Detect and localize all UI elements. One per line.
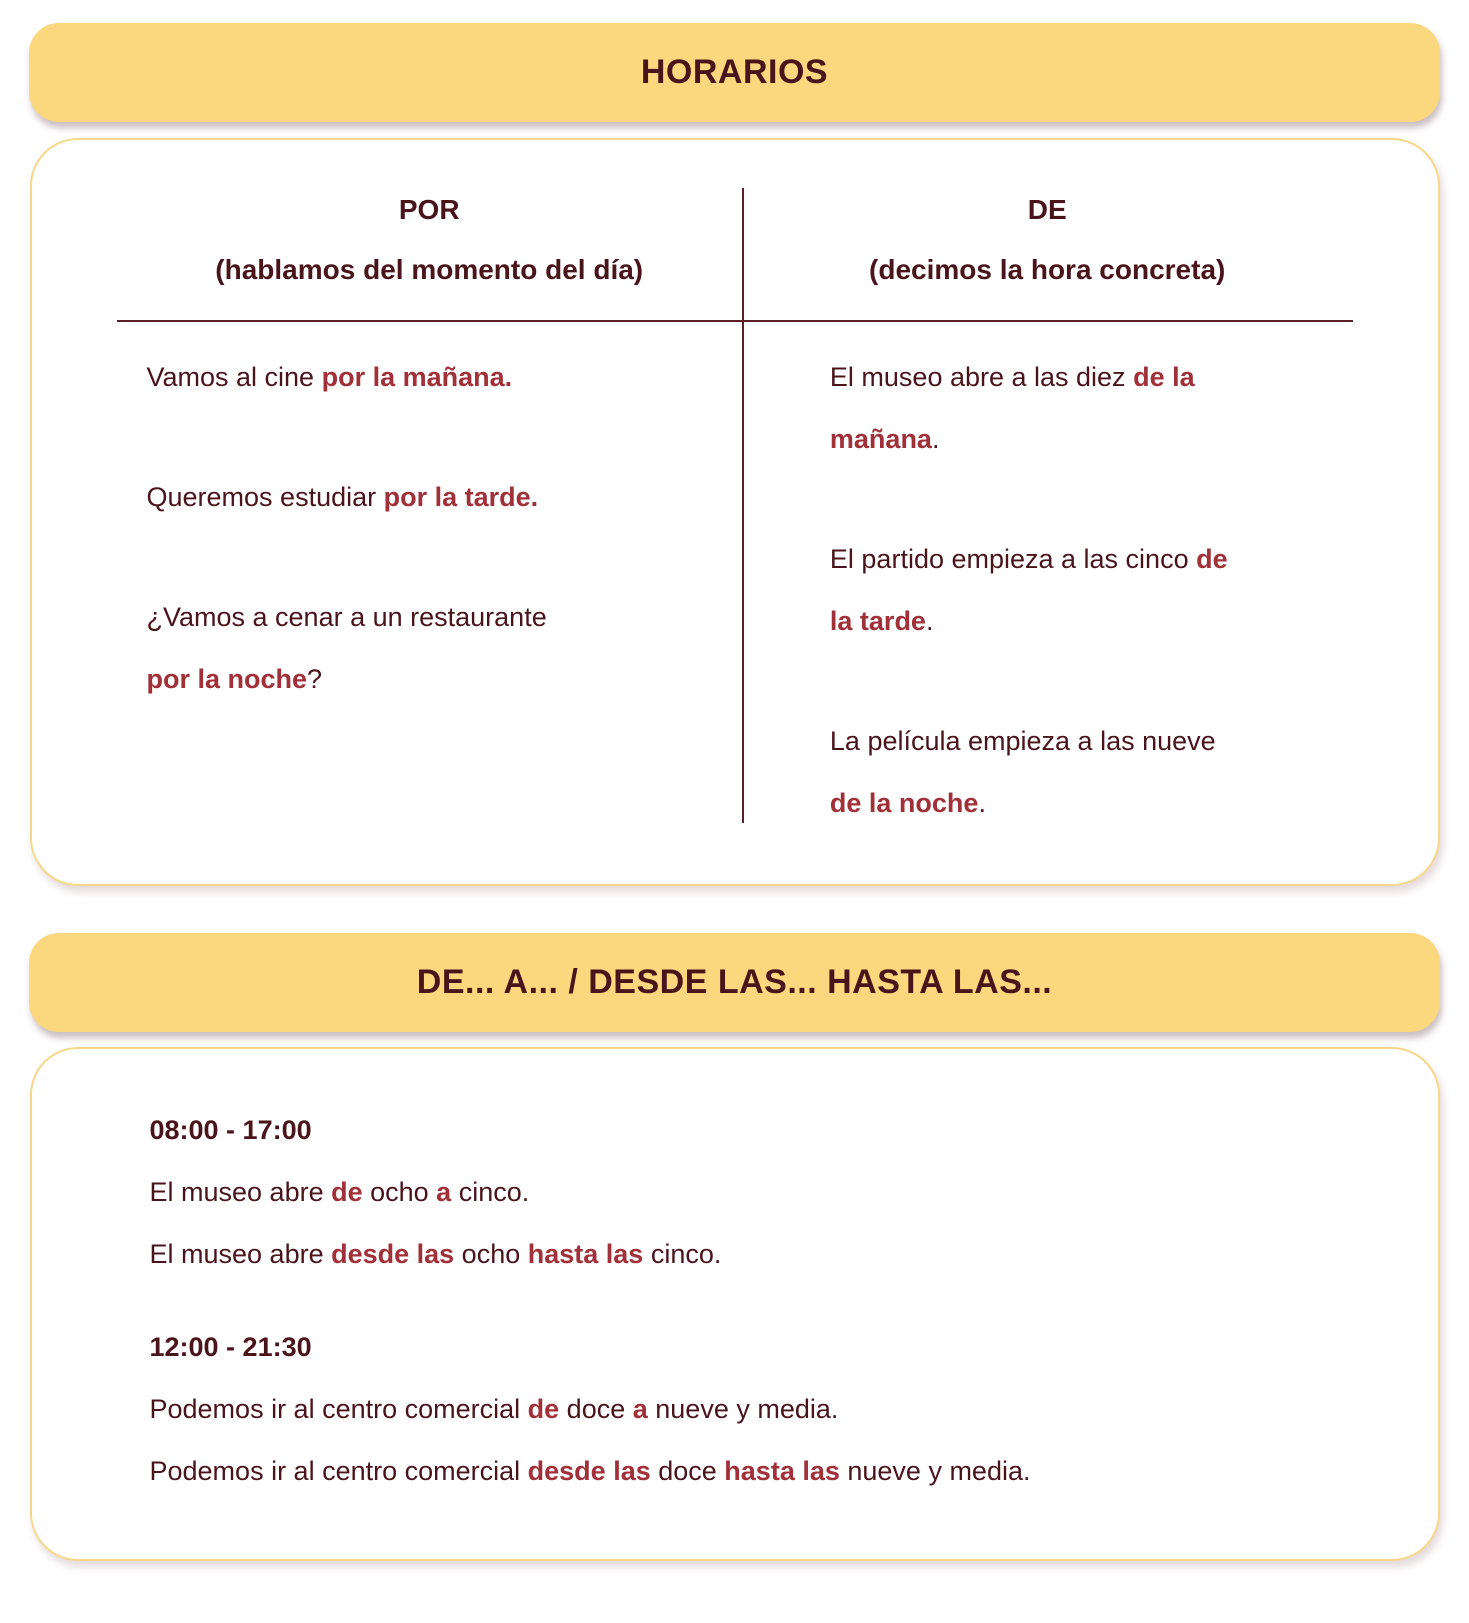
example-sentence — [147, 586, 702, 710]
sentence-line — [830, 346, 1343, 408]
header-divider — [117, 320, 1353, 322]
highlight-phrase: de — [331, 1177, 363, 1207]
banner-de-a-desde-hasta-title: DE... A... / DESDE LAS... HASTA LAS... — [416, 963, 1053, 1001]
highlight-phrase: desde las — [331, 1239, 455, 1269]
sentence-line — [830, 710, 1343, 772]
highlight-phrase: hasta las — [724, 1456, 840, 1486]
column-header-por — [117, 188, 742, 292]
plain-text: . — [925, 606, 934, 636]
table-body-row — [117, 346, 1353, 892]
highlight-phrase: de la — [1133, 362, 1195, 392]
example-sentence — [830, 710, 1343, 834]
plain-text: . — [931, 424, 940, 454]
highlight-phrase: a — [436, 1177, 452, 1207]
table-header-row — [117, 188, 1353, 292]
de-header: DE — [1027, 194, 1067, 225]
highlight-phrase: desde las — [527, 1456, 651, 1486]
plain-text: El museo abre a las diez — [829, 362, 1134, 392]
schedule-examples — [32, 1049, 1438, 1502]
por-header: POR — [398, 194, 460, 225]
vertical-divider — [742, 188, 744, 823]
schedule-examples-card — [30, 1047, 1440, 1561]
highlight-phrase: hasta las — [527, 1239, 644, 1269]
por-subheader: (hablamos del momento del día) — [215, 254, 644, 285]
plain-text: ¿Vamos a cenar a un restaurante — [146, 602, 547, 632]
por-vs-de-card — [30, 138, 1440, 886]
sentence-line — [147, 586, 702, 648]
plain-text: cinco. — [643, 1239, 722, 1269]
plain-text: ? — [307, 664, 323, 694]
plain-text: La película empieza a las nueve — [829, 726, 1216, 756]
example-sentence — [147, 346, 702, 408]
schedule-sentence — [150, 1161, 1378, 1223]
plain-text: El museo abre — [149, 1239, 332, 1269]
highlight-phrase: por la mañana. — [321, 362, 513, 392]
plain-text: Vamos al cine — [146, 362, 322, 392]
plain-text: ocho — [362, 1177, 437, 1207]
plain-text: ocho — [454, 1239, 528, 1269]
highlight-phrase: a — [632, 1394, 648, 1424]
highlight-phrase: por la tarde. — [383, 482, 539, 512]
plain-text: nueve y media. — [839, 1456, 1031, 1486]
sentence-line — [830, 590, 1343, 652]
de-examples-column — [742, 346, 1353, 892]
schedule-group — [150, 1316, 1378, 1502]
plain-text: El partido empieza a las cinco — [829, 544, 1197, 574]
plain-text: Podemos ir al centro comercial — [149, 1456, 528, 1486]
comparison-table — [117, 188, 1353, 892]
time-range: 12:00 - 21:30 — [149, 1332, 312, 1362]
example-sentence — [147, 466, 702, 528]
de-subheader: (decimos la hora concreta) — [869, 254, 1226, 285]
plain-text: Queremos estudiar — [146, 482, 384, 512]
plain-text: doce — [559, 1394, 633, 1424]
plain-text: El museo abre — [149, 1177, 332, 1207]
schedule-sentence — [150, 1223, 1378, 1285]
example-sentence — [830, 528, 1343, 652]
schedule-sentence — [150, 1440, 1378, 1502]
plain-text: nueve y media. — [647, 1394, 839, 1424]
banner-horarios-title: HORARIOS — [640, 53, 829, 91]
plain-text: . — [978, 788, 986, 818]
plain-text: cinco. — [451, 1177, 530, 1207]
highlight-phrase: mañana — [829, 424, 932, 454]
highlight-phrase: de la noche — [829, 788, 979, 818]
schedule-sentence — [150, 1378, 1378, 1440]
highlight-phrase: por la noche — [146, 664, 308, 694]
banner-de-a-desde-hasta — [29, 933, 1440, 1032]
sentence-line — [830, 772, 1343, 834]
sentence-line — [147, 648, 702, 710]
plain-text: Podemos ir al centro comercial — [149, 1394, 528, 1424]
sentence-line — [830, 408, 1343, 470]
banner-horarios — [29, 23, 1440, 122]
plain-text: doce — [650, 1456, 725, 1486]
schedule-group — [150, 1099, 1378, 1285]
time-range: 08:00 - 17:00 — [149, 1115, 312, 1145]
por-examples-column — [117, 346, 742, 892]
highlight-phrase: de — [527, 1394, 560, 1424]
highlight-phrase: la tarde — [829, 606, 926, 636]
example-sentence — [830, 346, 1343, 470]
highlight-phrase: de — [1196, 544, 1228, 574]
sentence-line — [147, 346, 702, 408]
sentence-line — [830, 528, 1343, 590]
column-header-de — [742, 188, 1353, 292]
sentence-line — [147, 466, 702, 528]
